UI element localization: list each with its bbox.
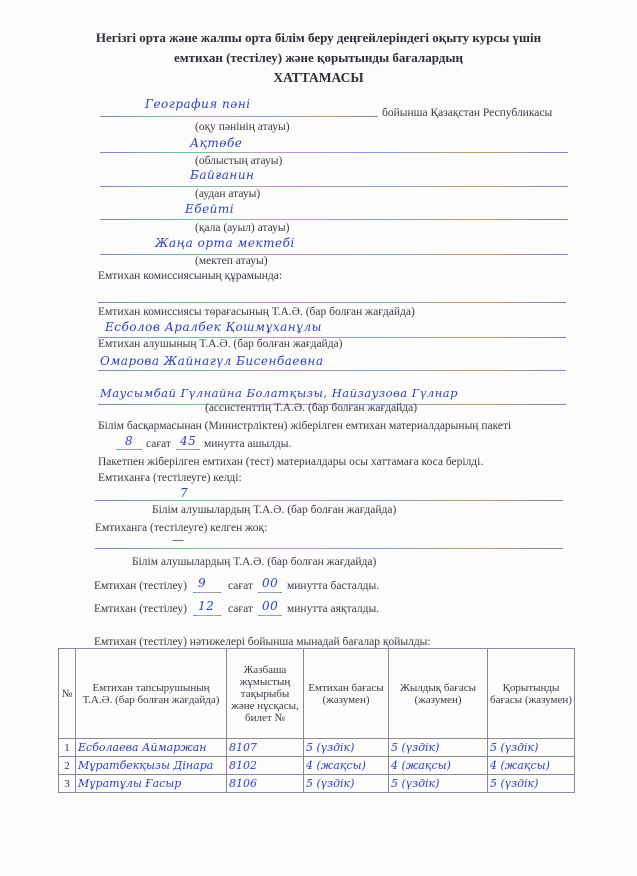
start-suffix: минутта басталды.: [287, 580, 380, 592]
cell-exam-grade: 5 (үздік): [304, 775, 389, 793]
cell-final-grade: 4 (жақсы): [488, 757, 575, 775]
subject-value: География пәні: [145, 97, 251, 111]
table-row: [59, 775, 575, 793]
came-value: 7: [180, 486, 189, 500]
chair-label: Емтихан комиссиясы төрағасының Т.А.Ә. (бар болған жағдайда): [98, 306, 415, 318]
cell-ticket: 8106: [227, 775, 304, 793]
cell-number: 2: [59, 757, 76, 775]
table-header-row: [59, 649, 575, 739]
cell-exam-grade: 5 (үздік): [304, 739, 389, 757]
absent-caption: Білім алушылардың Т.А.Ә. (бар болған жағдайда): [132, 556, 377, 568]
examiner-label: Емтихан алушының Т.А.Ә. (бар болған жағдайда): [98, 338, 343, 350]
end-hour: 12: [198, 599, 215, 613]
table-row: [59, 739, 575, 757]
table-row: [59, 757, 575, 775]
cell-name: Мұратбекқызы Дінара: [76, 757, 227, 775]
absent-label: Емтиханга (тестілеуге) келген жоқ:: [95, 522, 268, 534]
cell-number: 1: [59, 739, 76, 757]
end-prefix: Емтихан (тестілеу): [94, 603, 187, 615]
header-number: №: [59, 649, 76, 739]
opened-suffix: минутта ашылды.: [204, 438, 292, 450]
title-line1: Негізгі орта және жалпы орта білім беру деңгейлеріндегі оқыту курсы үшін: [95, 30, 542, 45]
end-suffix: минутта аяқталды.: [287, 603, 380, 615]
subject-caption: (оқу пәнінің атауы): [195, 121, 290, 133]
end-minute: 00: [262, 599, 279, 613]
results-label: Емтихан (тестілеу) нәтижелері бойынша мынадай бағалар қойылды:: [94, 636, 431, 648]
header-annual-grade: Жылдық бағасы (жазумен): [389, 649, 488, 739]
school-caption: (мектеп атауы): [195, 255, 268, 267]
package-hour: 8: [125, 434, 134, 448]
cell-final-grade: 5 (үздік): [488, 775, 575, 793]
hour-word: сағат: [146, 438, 171, 450]
assistant-value: Маусымбай Гүлнайна Болатқызы, Найзаузова Гүлнар: [100, 386, 459, 400]
cell-annual-grade: 4 (жақсы): [389, 757, 488, 775]
cell-final-grade: 5 (үздік): [488, 739, 575, 757]
cell-number: 3: [59, 775, 76, 793]
cell-ticket: 8107: [227, 739, 304, 757]
header-name: Емтихан тапсырушының Т.А.Ә. (бар болған жағдайда): [76, 649, 227, 739]
header-ticket: Жазбаша жұмыстың тақырыбы және нұсқасы, билет №: [227, 649, 304, 739]
cell-name: Мұратұлы Ғасыр: [76, 775, 227, 793]
came-caption: Білім алушылардың Т.А.Ә. (бар болған жағдайда): [152, 504, 397, 516]
cell-annual-grade: 5 (үздік): [389, 775, 488, 793]
start-hour: 9: [198, 576, 207, 590]
title-line2: емтихан (тестілеу) және қорытынды бағалардың: [174, 50, 463, 65]
results-table: [58, 648, 575, 793]
header-exam-grade: Емтихан бағасы (жазумен): [304, 649, 389, 739]
cell-name: Есболаева Аймаржан: [76, 739, 227, 757]
start-prefix: Емтихан (тестілеу): [94, 580, 187, 592]
district-caption: (аудан атауы): [195, 188, 261, 200]
region-caption: (облыстың атауы): [195, 155, 283, 167]
chair-value: Есболов Аралбек Қошмұханұлы: [105, 320, 322, 334]
package-text: Білім басқармасынан (Министрліктен) жіберілген емтихан материалдарының пакеті: [98, 420, 512, 432]
district-value: Байғанин: [190, 168, 255, 182]
start-minute: 00: [262, 576, 279, 590]
came-label: Емтиханға (тестілеуге) келді:: [98, 472, 242, 484]
package-minute: 45: [180, 434, 197, 448]
cell-annual-grade: 5 (үздік): [389, 739, 488, 757]
absent-value: —: [172, 533, 185, 547]
hour-word: сағат: [228, 603, 253, 615]
village-caption: (қала (ауыл) атауы): [195, 222, 290, 234]
region-value: Ақтөбе: [190, 136, 243, 150]
subject-suffix: бойынша Қазақстан Республикасы: [382, 107, 553, 119]
school-value: Жаңа орта мектебі: [155, 236, 295, 250]
village-value: Ебейті: [185, 202, 235, 216]
assistant-caption: (ассистенттің Т.А.Ә. (бар болған жағдайда): [205, 402, 418, 414]
examiner-value: Омарова Жайнагүл Бисенбаевна: [100, 354, 324, 368]
attached-text: Пакетпен жіберілген емтихан (тест) материалдары осы хаттамаға коса берілді.: [98, 456, 484, 468]
title-line3: ХАТТАМАСЫ: [273, 70, 364, 85]
cell-exam-grade: 4 (жақсы): [304, 757, 389, 775]
commission-label: Емтихан комиссиясының құрамында:: [98, 270, 283, 282]
hour-word: сағат: [228, 580, 253, 592]
cell-ticket: 8102: [227, 757, 304, 775]
header-final-grade: Қорытынды бағасы (жазумен): [488, 649, 575, 739]
